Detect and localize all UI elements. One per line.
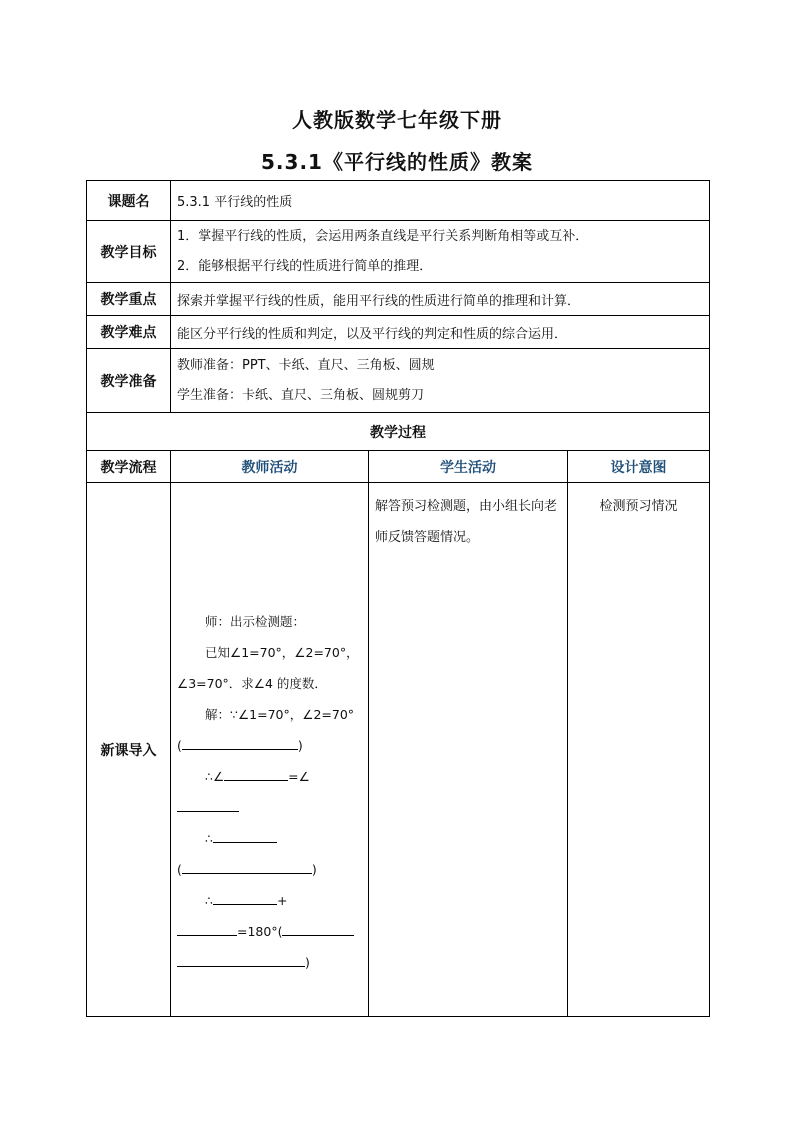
- answer-line: =180°(: [177, 916, 364, 947]
- goal-item: 1．掌握平行线的性质，会运用两条直线是平行关系判断角相等或互补．: [177, 228, 589, 244]
- answer-line: ( ): [177, 730, 364, 761]
- answer-line: ): [177, 947, 364, 978]
- answer-line: [177, 792, 364, 823]
- label-key: 教学重点: [87, 283, 171, 316]
- prep-student: 学生准备：卡纸、直尺、三角板、圆规剪刀: [177, 387, 425, 403]
- lesson-plan-table: [86, 180, 710, 1017]
- teacher-activity: [171, 483, 369, 1017]
- stage-intro: 新课导入: [87, 483, 171, 1017]
- design-intent: 检测预习情况: [568, 483, 710, 1017]
- answer-blank: [177, 952, 305, 967]
- row-process-headers: [87, 451, 710, 483]
- teacher-line: ∠3=70°．求∠4 的度数．: [177, 676, 327, 691]
- label-goals: 教学目标: [87, 221, 171, 283]
- answer-blank: [224, 766, 288, 781]
- value-prep: [171, 349, 710, 413]
- row-prep: [87, 349, 710, 413]
- row-process-title: [87, 413, 710, 451]
- header-student: 学生活动: [369, 451, 568, 483]
- answer-blank: [182, 735, 298, 750]
- header-flow: 教学流程: [87, 451, 171, 483]
- row-goals: [87, 221, 710, 283]
- value-topic: 5.3.1 平行线的性质: [171, 181, 710, 221]
- label-topic: 课题名: [87, 181, 171, 221]
- goal-item: 2．能够根据平行线的性质进行简单的推理．: [177, 258, 433, 274]
- answer-line: ( ): [177, 854, 364, 885]
- row-topic: [87, 181, 710, 221]
- answer-blank: [213, 828, 277, 843]
- row-key: [87, 283, 710, 316]
- answer-line: ∴∠ =∠: [177, 761, 364, 792]
- header-teacher: 教师活动: [171, 451, 369, 483]
- teacher-line: 解：∵∠1=70°，∠2=70°: [205, 707, 355, 722]
- answer-blank: [177, 921, 237, 936]
- answer-blank: [182, 859, 312, 874]
- value-key: 探索并掌握平行线的性质，能用平行线的性质进行简单的推理和计算．: [171, 283, 710, 316]
- answer-blank: [177, 797, 239, 812]
- label-difficulty: 教学难点: [87, 316, 171, 349]
- row-intro: [87, 483, 710, 1017]
- answer-blank: [282, 921, 354, 936]
- answer-line: ∴: [177, 823, 364, 854]
- value-goals: [171, 221, 710, 283]
- process-title: 教学过程: [87, 413, 710, 451]
- value-difficulty: 能区分平行线的性质和判定，以及平行线的判定和性质的综合运用．: [171, 316, 710, 349]
- header-intent: 设计意图: [568, 451, 710, 483]
- student-activity: 解答预习检测题，由小组长向老师反馈答题情况。: [369, 483, 568, 1017]
- teacher-line: 已知∠1=70°，∠2=70°，: [205, 645, 359, 660]
- label-prep: 教学准备: [87, 349, 171, 413]
- answer-line: ∴ +: [177, 885, 364, 916]
- row-difficulty: [87, 316, 710, 349]
- document-title: 人教版数学七年级下册: [292, 108, 502, 132]
- answer-blank: [213, 890, 277, 905]
- prep-teacher: 教师准备：PPT、卡纸、直尺、三角板、圆规: [177, 357, 435, 373]
- lesson-title: 5.3.1《平行线的性质》教案: [261, 150, 533, 174]
- teacher-line: 师：出示检测题：: [205, 614, 306, 629]
